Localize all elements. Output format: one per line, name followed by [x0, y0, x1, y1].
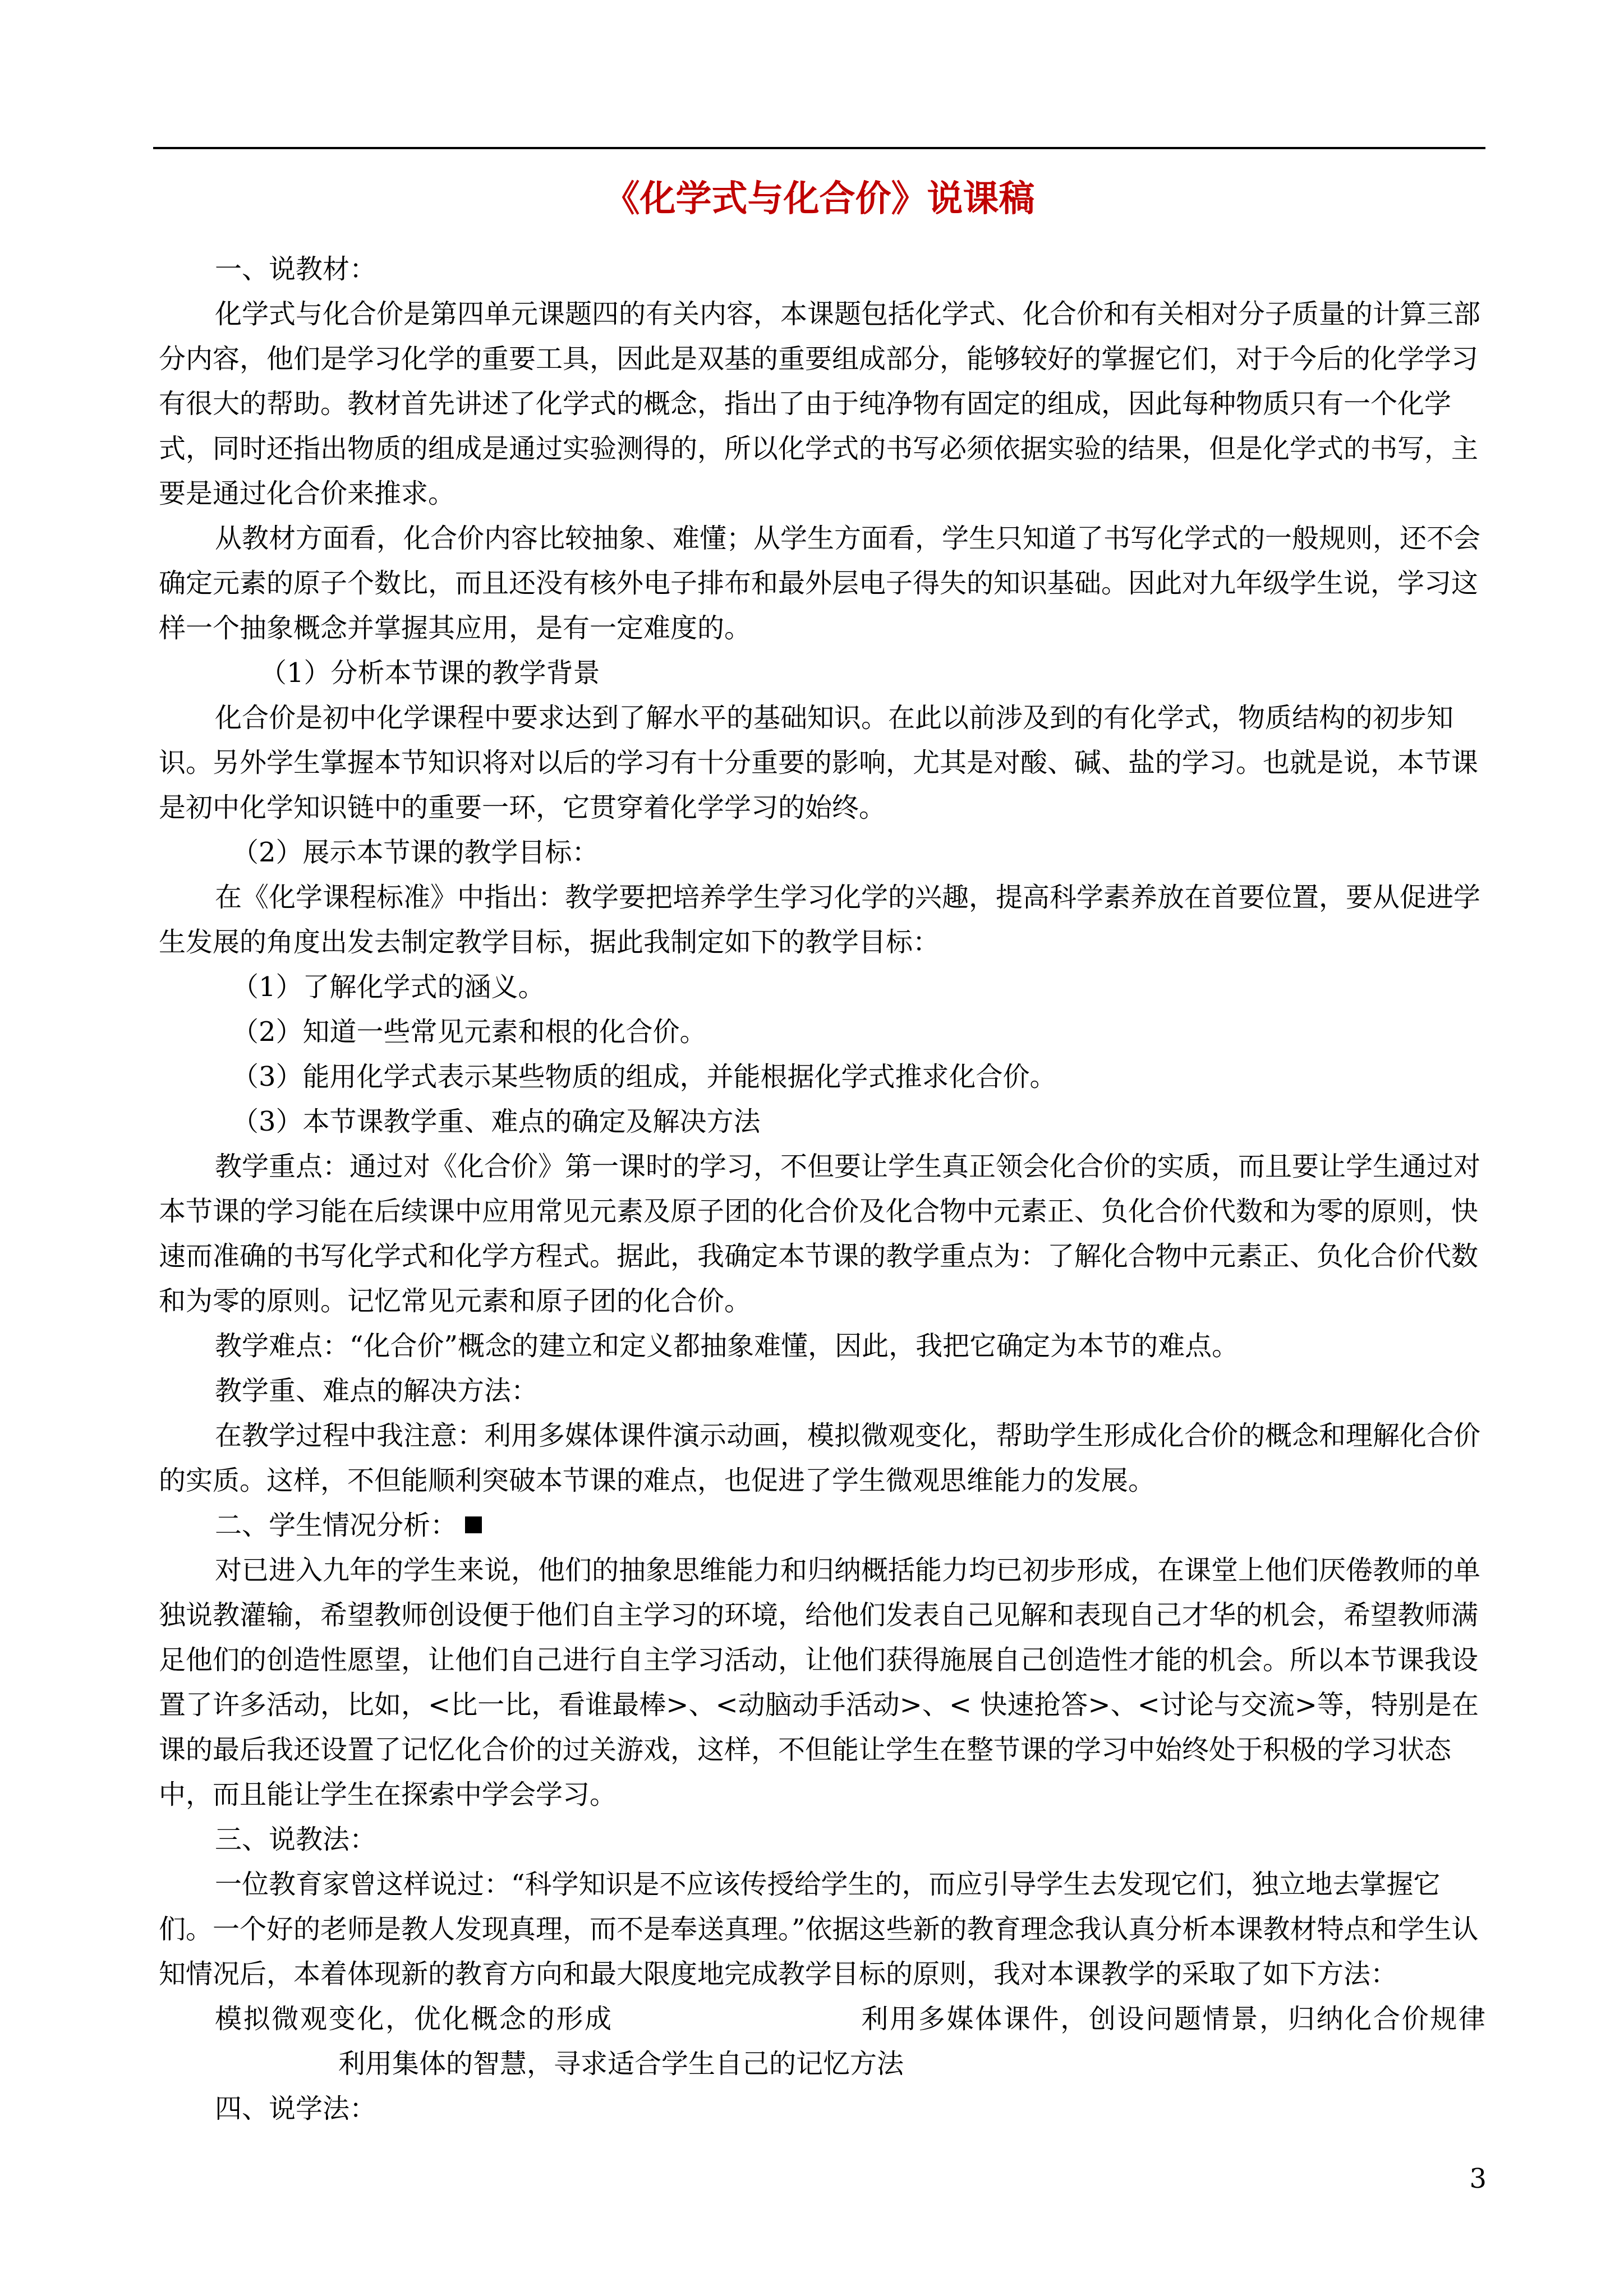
paragraph: 在教学过程中我注意：利用多媒体课件演示动画，模拟微观变化，帮助学生形成化合价的概念和理解化合价的实质。这样，不但能顺利突破本节课的难点，也促进了学生微观思维能力的发展。	[159, 1420, 1481, 1496]
section-4-heading: 四、说学法：	[215, 2093, 377, 2124]
paragraph: 一位教育家曾这样说过：“科学知识是不应该传授给学生的，而应引导学生去发现它们，独立地去掌握它们。一个好的老师是教人发现真理，而不是奉送真理。”依据这些新的教育理念我认真分析本课教材特点和学生认知情况后，本着体现新的教育方向和最大限度地完成教学目标的原则，我对本课教学的采取了如下方法：	[159, 1869, 1479, 1990]
paragraph: 教学难点：“化合价”概念的建立和定义都抽象难懂，因此，我把它确定为本节的难点。	[215, 1330, 1239, 1362]
paragraph: 教学重、难点的解决方法：	[215, 1375, 539, 1407]
methods-list	[159, 1997, 1485, 2086]
paragraph: 对已进入九年的学生来说，他们的抽象思维能力和归纳概括能力均已初步形成，在课堂上他们厌倦教师的单独说教灌输，希望教师创设便于他们自主学习的环境，给他们发表自己见解和表现自己才华的机会，希望教师满足他们的创造性愿望，让他们自己进行自主学习活动，让他们获得施展自己创造性才能的机会。所以本节课我设置了许多活动，比如，<比一比，看谁最棒>、<动脑动手活动>、< 快速抢答>、<讨论与交流>等，特别是在课的最后我还设置了记忆化合价的过关游戏，这样，不但能让学生在整节课的学习中始终处于积极的学习状态中，而且能让学生在探索中学会学习。	[159, 1555, 1481, 1810]
square-bullet-icon	[465, 1516, 482, 1533]
subheading-key-points: （3）本节课教学重、难点的确定及解决方法	[232, 1106, 761, 1137]
section-1-heading: 一、说教材：	[215, 253, 377, 285]
paragraph: 化合价是初中化学课程中要求达到了解水平的基础知识。在此以前涉及到的有化学式，物质结构的初步知识。另外学生掌握本节知识将对以后的学习有十分重要的影响，尤其是对酸、碱、盐的学习。也就是说，本节课是初中化学知识链中的重要一环，它贯穿着化学学习的始终。	[159, 702, 1479, 823]
document-body	[159, 247, 1485, 2131]
goal-item: （1）了解化学式的涵义。	[232, 971, 545, 1003]
page-number: 3	[1469, 2163, 1487, 2194]
paragraph: 教学重点：通过对《化合价》第一课时的学习，不但要让学生真正领会化合价的实质，而且要让学生通过对本节课的学习能在后续课中应用常见元素及原子团的化合价及化合物中元素正、负化合价代数和为零的原则，快速而准确的书写化学式和化学方程式。据此，我确定本节课的教学重点为：了解化合物中元素正、负化合价代数和为零的原则。记忆常见元素和原子团的化合价。	[159, 1151, 1481, 1317]
subheading-teaching-background: （1）分析本节课的教学背景	[260, 657, 600, 689]
method-item: 模拟微观变化，优化概念的形成	[215, 2003, 613, 2035]
paragraph: 化学式与化合价是第四单元课题四的有关内容，本课题包括化学式、化合价和有关相对分子质量的计算三部分内容，他们是学习化学的重要工具，因此是双基的重要组成部分，能够较好的掌握它们，对于今后的化学学习有很大的帮助。教材首先讲述了化学式的概念，指出了由于纯净物有固定的组成，因此每种物质只有一个化学式，同时还指出物质的组成是通过实验测得的，所以化学式的书写必须依据实验的结果，但是化学式的书写，主要是通过化合价来推求。	[159, 298, 1481, 509]
header-rule	[153, 147, 1485, 149]
paragraph: 在《化学课程标准》中指出：教学要把培养学生学习化学的兴趣，提高科学素养放在首要位置，要从促进学生发展的角度出发去制定教学目标，据此我制定如下的教学目标：	[159, 882, 1481, 958]
section-2-heading	[159, 1503, 1485, 1548]
goal-item: （3）能用化学式表示某些物质的组成，并能根据化学式推求化合价。	[232, 1061, 1057, 1092]
method-item: 利用多媒体课件，创设问题情景，归纳化合价规律	[859, 2003, 1485, 2035]
goal-item: （2）知道一些常见元素和根的化合价。	[232, 1016, 707, 1048]
subheading-teaching-goals: （2）展示本节课的教学目标：	[232, 837, 599, 868]
paragraph: 从教材方面看，化合价内容比较抽象、难懂；从学生方面看，学生只知道了书写化学式的一般规则，还不会确定元素的原子个数比，而且还没有核外电子排布和最外层电子得失的知识基础。因此对九年级学生说，学习这样一个抽象概念并掌握其应用，是有一定难度的。	[159, 523, 1481, 644]
section-2-heading-text: 二、学生情况分析：	[215, 1510, 458, 1541]
section-3-heading: 三、说教法：	[215, 1824, 377, 1855]
document-title: 《化学式与化合价》说课稿	[604, 178, 1035, 220]
method-item: 利用集体的智慧，寻求适合学生自己的记忆方法	[338, 2048, 904, 2080]
